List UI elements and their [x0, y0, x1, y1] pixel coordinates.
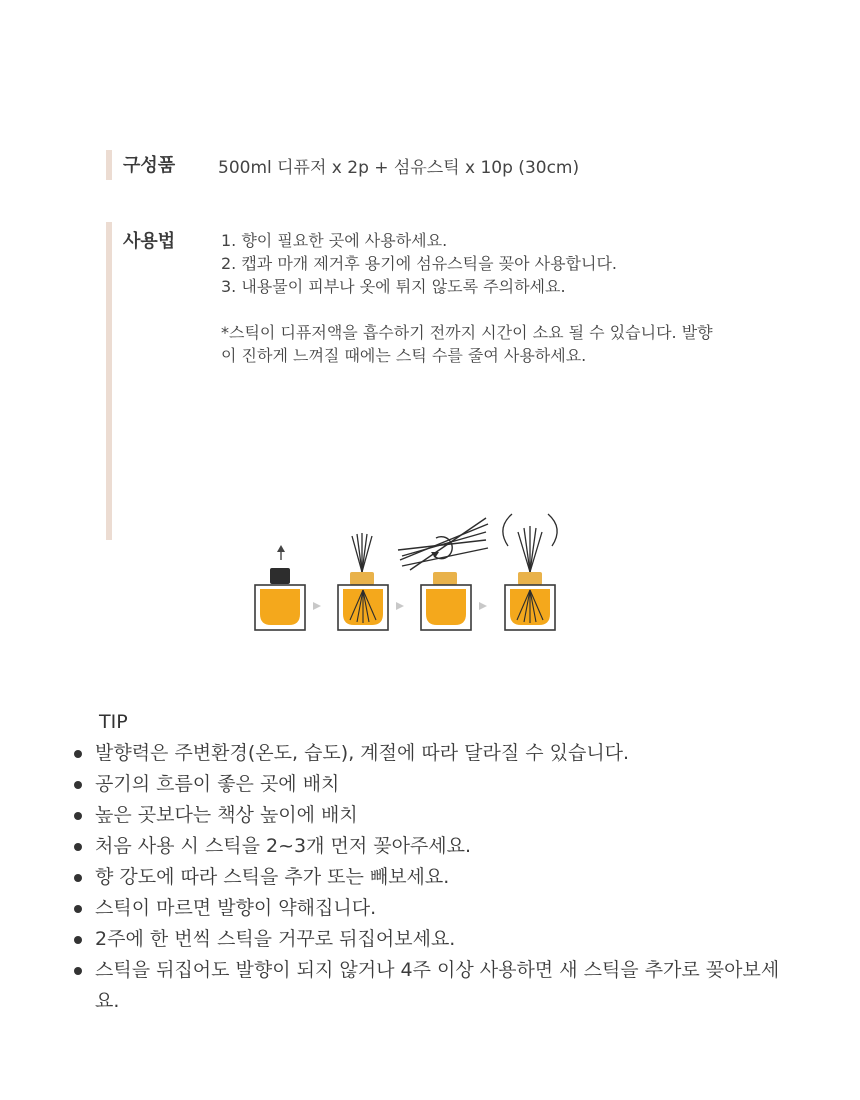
usage-step: 2. 캡과 마개 제거후 용기에 섬유스틱을 꽂아 사용합니다. — [221, 254, 617, 273]
tip-item — [74, 924, 794, 955]
bullet-icon — [74, 874, 82, 882]
usage-step: 3. 내용물이 피부나 옷에 튀지 않도록 주의하세요. — [221, 277, 566, 296]
tip-item — [74, 800, 794, 831]
tip-text: 스틱을 뒤집어도 발향이 되지 않거나 4주 이상 사용하면 새 스틱을 추가로 꽂아보세요. — [95, 959, 780, 1012]
bullet-icon — [74, 936, 82, 944]
tip-item — [74, 738, 794, 769]
usage-note: *스틱이 디퓨저액을 흡수하기 전까지 시간이 소요 될 수 있습니다. 발향이 진하게 느껴질 때에는 스틱 수를 줄여 사용하세요. — [221, 323, 713, 365]
tip-item — [74, 831, 794, 862]
tip-item — [74, 955, 794, 1017]
usage-accent-bar — [106, 222, 112, 540]
step1-bottle-icon — [255, 545, 305, 630]
composition-label: 구성품 — [123, 155, 176, 176]
tip-text: 발향력은 주변환경(온도, 습도), 계절에 따라 달라질 수 있습니다. — [95, 742, 630, 764]
arrow-icon — [396, 602, 404, 610]
arrow-icon — [313, 602, 321, 610]
bullet-icon — [74, 967, 82, 975]
tip-text: 공기의 흐름이 좋은 곳에 배치 — [95, 773, 340, 795]
tip-title: TIP — [99, 711, 128, 733]
bullet-icon — [74, 905, 82, 913]
bullet-icon — [74, 843, 82, 851]
usage-illustration — [250, 510, 570, 640]
composition-text: 500ml 디퓨저 x 2p + 섬유스틱 x 10p (30cm) — [218, 158, 580, 178]
usage-step: 1. 향이 필요한 곳에 사용하세요. — [221, 231, 448, 250]
tip-item — [74, 769, 794, 800]
tip-item — [74, 862, 794, 893]
bullet-icon — [74, 750, 82, 758]
tip-text: 높은 곳보다는 책상 높이에 배치 — [95, 804, 358, 826]
composition-accent-bar — [106, 150, 112, 180]
usage-label: 사용법 — [123, 231, 176, 252]
tip-text: 2주에 한 번씩 스틱을 거꾸로 뒤집어보세요. — [95, 928, 456, 950]
bullet-icon — [74, 812, 82, 820]
bullet-icon — [74, 781, 82, 789]
tip-text: 향 강도에 따라 스틱을 추가 또는 빼보세요. — [95, 866, 450, 888]
tip-text: 처음 사용 시 스틱을 2~3개 먼저 꽂아주세요. — [95, 835, 472, 857]
step2-bottle-icon — [338, 533, 388, 630]
tip-list — [74, 738, 794, 1017]
tip-text: 스틱이 마르면 발향이 약해집니다. — [95, 897, 377, 919]
step4-diffusing-icon — [503, 514, 557, 630]
usage-instructions — [221, 229, 721, 367]
tip-item — [74, 893, 794, 924]
step3-flip-icon — [398, 518, 488, 630]
arrow-icon — [479, 602, 487, 610]
